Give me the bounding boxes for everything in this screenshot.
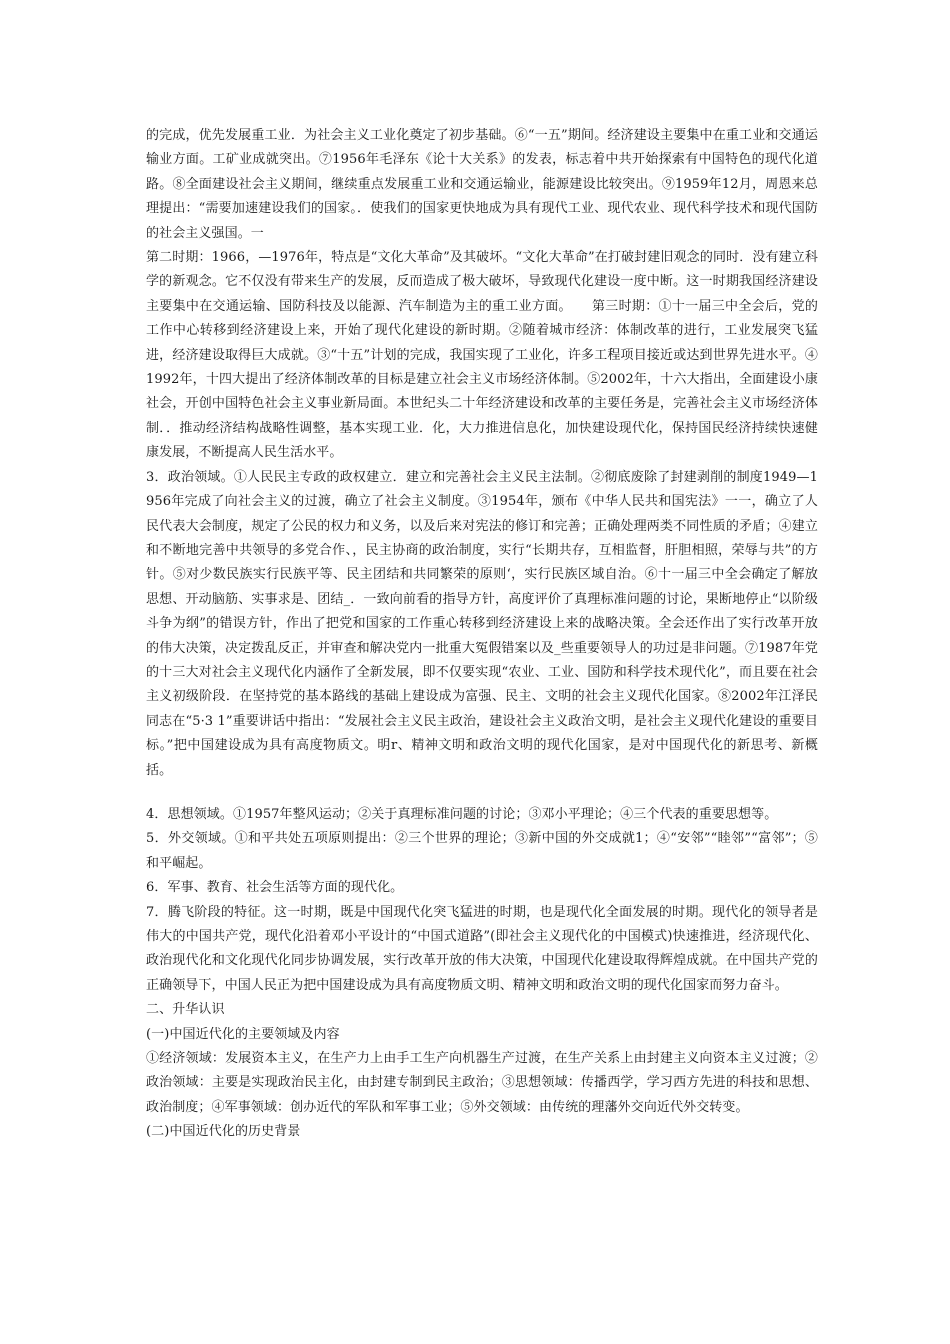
paragraph-military-education: 6．军事、教育、社会生活等方面的现代化。: [146, 880, 404, 896]
paragraph-modernization-fields: ①经济领域：发展资本主义，在生产力上由手工生产向机器生产过渡，在生产关系上由封建主义向资本主义过渡；②政治领域：主要是实现政治民主化，由封建专制到民主政治；③思想领域：传播西学，学习西方先进的科技和思想、政治制度；④军事领域：创办近代的军队和军事工业；⑤外交领域：由传统的理藩外交向近代外交转变。: [146, 1051, 818, 1115]
section-heading-sublimation: 二、升华认识: [146, 1002, 225, 1018]
document-body: [146, 124, 818, 1145]
paragraph-takeoff-stage: 7．腾飞阶段的特征。这一时期，既是中国现代化突飞猛进的时期，也是现代化全面发展的时期。现代化的领导者是伟大的中国共产党，现代化沿着邓小平设计的“中国式道路”(即社会主义现代化的中国模式)快速推进，经济现代化、政治现代化和文化现代化同步协调发展，实行改革开放的伟大决策，中国现代化建设取得辉煌成就。在中国共产党的正确领导下，中国人民正为把中国建设成为具有高度物质文明、精神文明和政治文明的现代化国家而努力奋斗。: [146, 904, 818, 993]
paragraph-second-third-periods: 第二时期：1966，—1976年，特点是“文化大革命”及其破坏。“文化大革命”在打破封建旧观念的同时．没有建立科学的新观念。它不仅没有带来生产的发展，反而造成了极大破坏，导致现代化建设一度中断。这一时期我国经济建设主要集中在交通运输、国防科技及以能源、汽车制造为主的重工业方面。 第三时期：①十一届三中全会后，党的工作中心转移到经济建设上来，开始了现代化建设的新时期。②随着城市经济：体制改革的进行，工业发展突飞猛进，经济建设取得巨大成就。③“十五”计划的完成，我国实现了工业化，许多工程项目接近或达到世界先进水平。④1992年，十四大提出了经济体制改革的目标是建立社会主义市场经济体制。⑤2002年，十六大指出，全面建设小康社会，开创中国特色社会主义事业新局面。本世纪头二十年经济建设和改革的主要任务是，完善社会主义市场经济体制．．推动经济结构战略性调整，基本实现工业．化，大力推进信息化，加快建设现代化，保持国民经济持续快速健康发展，不断提高人民生活水平。: [146, 250, 818, 461]
subheading-main-fields: (一)中国近代化的主要领域及内容: [146, 1026, 340, 1042]
paragraph-political-field: 3．政治领域。①人民民主专政的政权建立．建立和完善社会主义民主法制。②彻底废除了封建剥削的制度1949—1956年完成了向社会主义的过渡，确立了社会主义制度。③1954年，颁布《中华人民共和国宪法》一一，确立了人民代表大会制度，规定了公民的权力和义务，以及后来对宪法的修订和完善；正确处理两类不同性质的矛盾；④建立和不断地完善中共领导的多党合作、，民主协商的政治制度，实行“长期共存，互相监督，肝胆相照，荣辱与共”的方针。⑤对少数民族实行民族平等、民主团结和共同繁荣的原则‘，实行民族区域自治。⑥十一届三中全会确定了解放思想、开动脑筋、实事求是、团结_．一致向前看的指导方针，高度评价了真理标准问题的讨论，果断地停止“以阶级斗争为纲”的错误方针，作出了把党和国家的工作重心转移到经济建设上来的战略决策。全会还作出了实行改革开放的伟大决策，决定拨乱反正，并审查和解决党内一批重大冤假错案以及_些重要领导人的功过是非问题。⑦1987年党的十三大对社会主义现代化内涵作了全新发展，即不仅要实现“农业、工业、国防和科学技术现代化”，而且要在社会主义初级阶段．在坚持党的基本路线的基础上建设成为富强、民主、文明的社会主义现代化国家。⑧2002年江泽民同志在“5·3 1”重要讲话中指出：“发展社会主义民主政治，建设社会主义政治文明，是社会主义现代化建设的重要目标。”把中国建设成为具有高度物质文。明r、精神文明和政治文明的现代化国家，是对中国现代化的新思考、新概括。: [146, 469, 818, 778]
subheading-historical-background: (二)中国近代化的历史背景: [146, 1124, 301, 1140]
paragraph-spacer: [146, 783, 818, 803]
paragraph-diplomatic-field: 5．外交领域。①和平共处五项原则提出：②三个世界的理论；③新中国的外交成就1；④“安邻”“睦邻”“富邻”；⑤和平崛起。: [146, 831, 818, 871]
paragraph-industrialization-foundation: 的完成，优先发展重工业．为社会主义工业化奠定了初步基础。⑥“一五”期间。经济建设主要集中在重工业和交通运输业方面。工矿业成就突出。⑦1956年毛泽东《论十大关系》的发表，标志着中共开始探索有中国特色的现代化道路。⑧全面建设社会主义期间，继续重点发展重工业和交通运输业，能源建设比较突出。⑨1959年12月，周恩来总理提出：“需要加速建设我们的国家。．使我们的国家更快地成为具有现代工业、现代农业、现代科学技术和现代国防的社会主义强国。一: [146, 128, 818, 241]
paragraph-ideological-field: 4．思想领域。①1957年整风运动；②关于真理标准问题的讨论；③邓小平理论；④三个代表的重要思想等。: [146, 806, 778, 822]
